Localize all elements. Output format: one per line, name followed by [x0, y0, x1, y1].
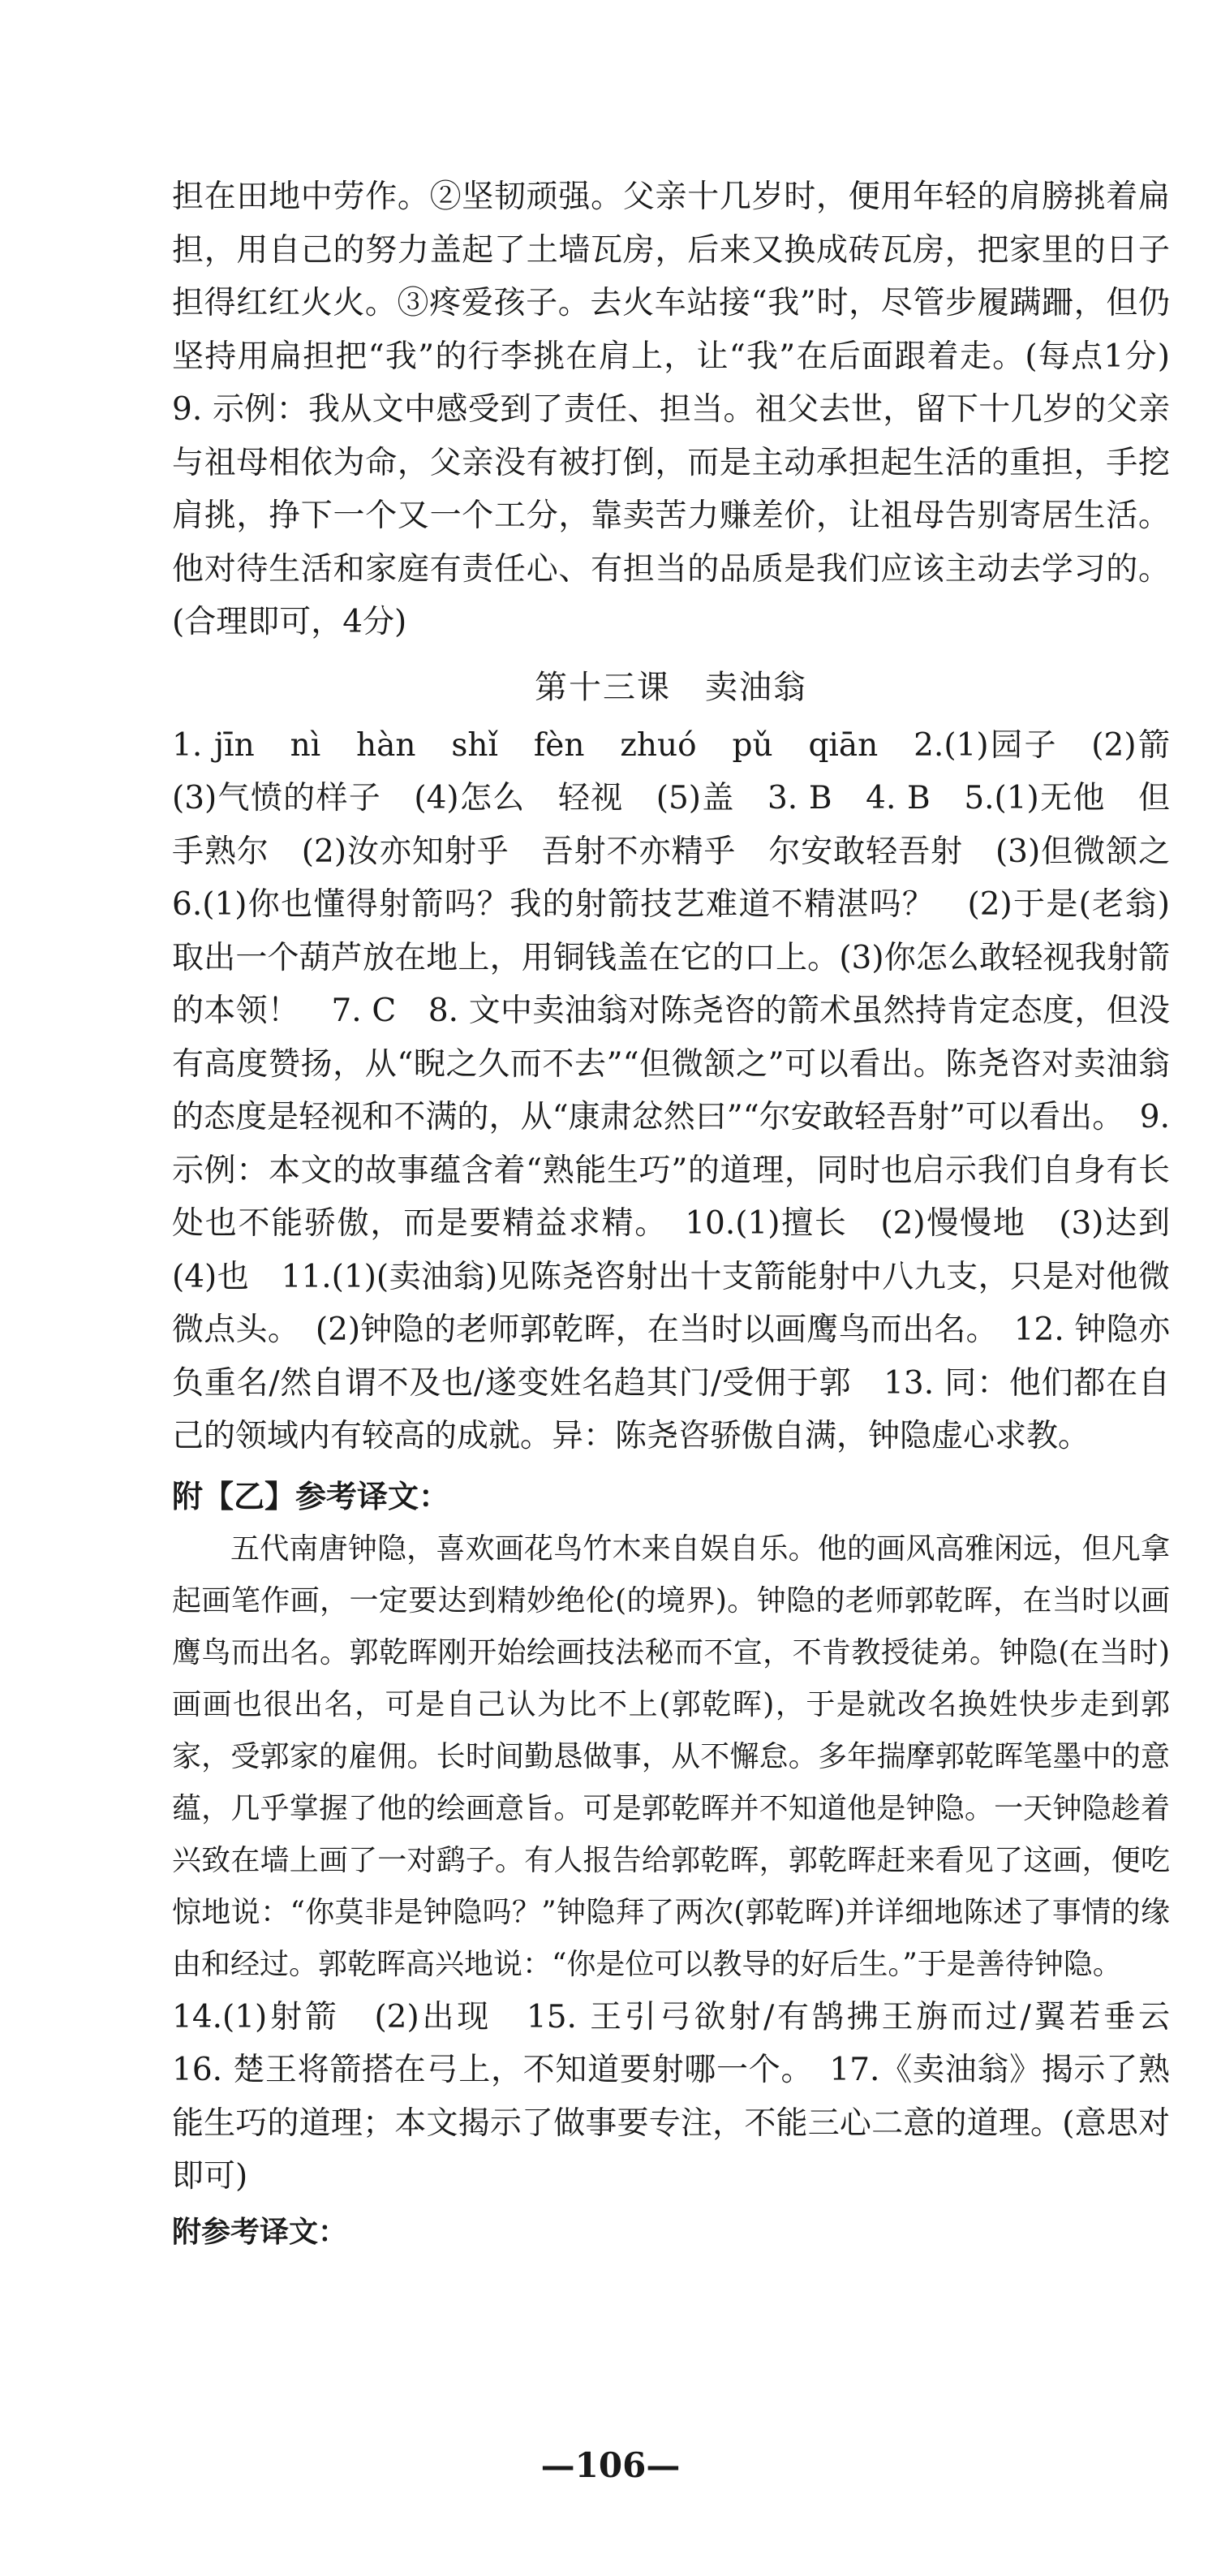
answers-14-17: 14.(1)射箭 (2)出现 15. 王引弓欲射/有鹄拂王旃而过/翼若垂云 16. 楚王将箭搭在弓上，不知道要射哪一个。 17.《卖油翁》揭示了熟能生巧的道理；本文揭示了做事要专注，不能三心二意的道理。(意思对即可): [172, 1998, 1202, 2195]
lesson-title: 第十三课 卖油翁: [535, 668, 807, 706]
appendix-reference-heading: 附参考译文：: [172, 2215, 348, 2249]
lesson-answers: 1. jīn nì hàn shǐ fèn zhuó pǔ qiān 2.(1)园子 (2)箭 (3)气愤的样子 (4)怎么 轻视 (5)盖 3. B 4. B 5.(1)无他 但手熟尔 (2)汝亦知射乎 吾射不亦精乎 尔安敢轻吾射 (3)但微颔之 6.(1)你也懂得射箭吗？我的射箭技艺难道不精湛吗？ (2)于是(老翁)取出一个葫芦放在地上，用铜钱盖在它的口上。(3)你怎么敢轻视我射箭的本领！ 7. C 8. 文中卖油翁对陈尧咨的箭术虽然持肯定态度，但没有高度赞扬，从“睨之久而不去”“但微颔之”可以看出。陈尧咨对卖油翁的态度是轻视和不满的，从“康肃忿然曰”“尔安敢轻吾射”可以看出。 9. 示例：本文的故事蕴含着“熟能生巧”的道理，同时也启示我们自身有长处也不能骄傲，而是要精益求精。 10.(1)擅长 (2)慢慢地 (3)达到 (4)也 11.(1)(卖油翁)见陈尧咨射出十支箭能射中八九支，只是对他微微点头。 (2)钟隐的老师郭乾晖，在当时以画鹰鸟而出名。 12. 钟隐亦负重名/然自谓不及也/遂变姓名趋其门/受佣于郭 13. 同：他们都在自己的领域内有较高的成就。异：陈尧咨骄傲自满，钟隐虚心求教。: [172, 726, 1202, 1454]
page-number: —106—: [540, 2445, 681, 2485]
appendix-b-heading: 附【乙】参考译文：: [172, 1478, 450, 1514]
appendix-b-translation: 五代南唐钟隐，喜欢画花鸟竹木来自娱自乐。他的画风高雅闲远，但凡拿起画笔作画，一定要达到精妙绝伦(的境界)。钟隐的老师郭乾晖，在当时以画鹰鸟而出名。郭乾晖刚开始绘画技法秘而不宣，不肯教授徒弟。钟隐(在当时)画画也很出名，可是自己认为比不上(郭乾晖)，于是就改名换姓快步走到郭家，受郭家的雇佣。长时间勤恳做事，从不懈怠。多年揣摩郭乾晖笔墨中的意蕴，几乎掌握了他的绘画意旨。可是郭乾晖并不知道他是钟隐。一天钟隐趁着兴致在墙上画了一对鹞子。有人报告给郭乾晖，郭乾晖赶来看见了这画，便吃惊地说：“你莫非是钟隐吗？”钟隐拜了两次(郭乾晖)并详细地陈述了事情的缘由和经过。郭乾晖高兴地说：“你是位可以教导的好后生。”于是善待钟隐。: [172, 1531, 1170, 1981]
page-content: [172, 170, 1202, 2257]
answer-paragraph-continued: 担在田地中劳作。②坚韧顽强。父亲十几岁时，便用年轻的肩膀挑着扁担，用自己的努力盖起了土墙瓦房，后来又换成砖瓦房，把家里的日子担得红红火火。③疼爱孩子。去火车站接“我”时，尽管步履蹒跚，但仍坚持用扁担把“我”的行李挑在肩上，让“我”在后面跟着走。(每点1分) 9. 示例：我从文中感受到了责任、担当。祖父去世，留下十几岁的父亲与祖母相依为命，父亲没有被打倒，而是主动承担起生活的重担，手挖肩挑，挣下一个又一个工分，靠卖苦力赚差价，让祖母告别寄居生活。他对待生活和家庭有责任心、有担当的品质是我们应该主动去学习的。(合理即可，4分): [172, 179, 1202, 640]
